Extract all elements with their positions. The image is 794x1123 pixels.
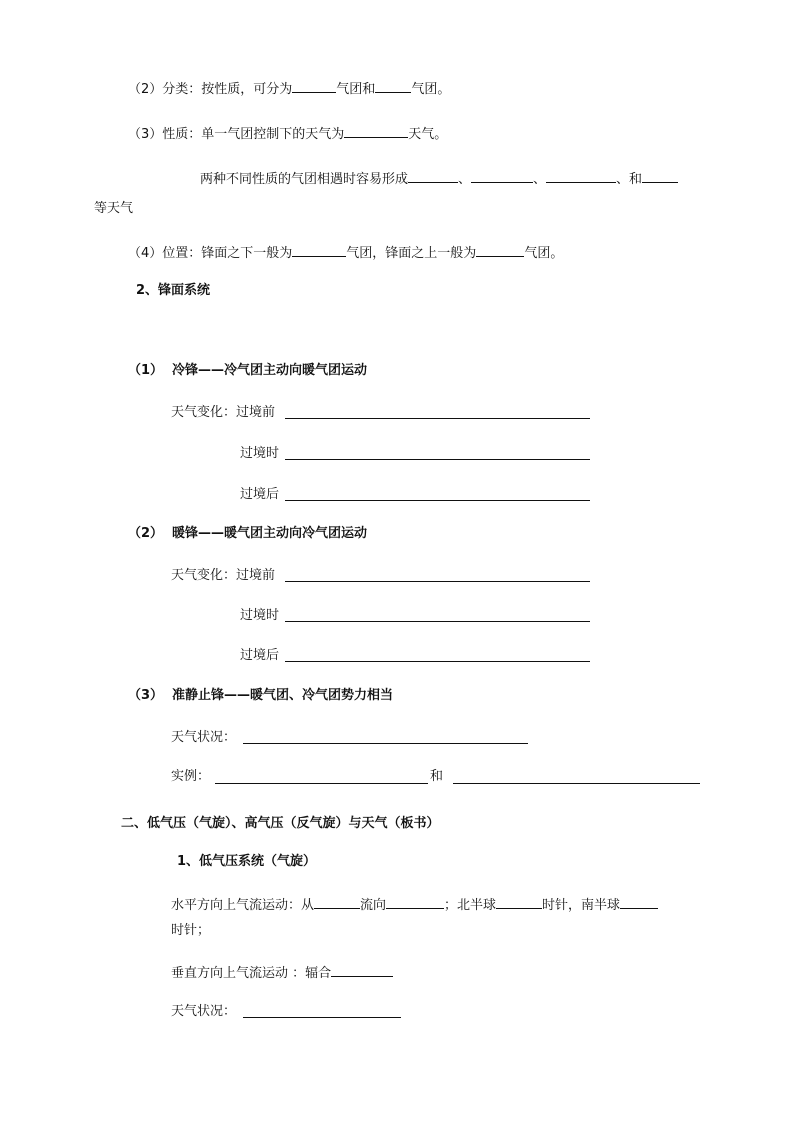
warm-front-title: 暖锋——暖气团主动向冷气团运动 (172, 526, 368, 541)
position-line (128, 243, 563, 263)
separator: 、和 (616, 172, 643, 187)
weather-change-label: 天气变化： (171, 568, 237, 583)
answer-line[interactable] (285, 499, 590, 501)
section-heading: 2、锋面系统 (136, 283, 211, 298)
stationary-front-heading (128, 687, 393, 705)
fill-blank[interactable] (496, 895, 542, 909)
answer-line[interactable] (285, 580, 590, 582)
classify-text-b: 气团和 (336, 82, 376, 97)
vertical-flow-line (171, 963, 393, 983)
nature-line (128, 124, 447, 144)
horizontal-text-c: ；北半球 (444, 898, 497, 913)
item-number: （4） (128, 246, 163, 261)
before-label: 过境前 (236, 405, 276, 420)
fill-blank[interactable] (331, 963, 393, 977)
fill-blank[interactable] (408, 169, 458, 183)
item-number: （2） (128, 526, 164, 541)
stationary-front-title: 准静止锋——暖气团、冷气团势力相当 (172, 688, 394, 703)
position-text-a: 位置：锋面之下一般为 (162, 246, 293, 261)
stationary-status-label: 天气状况： (171, 730, 237, 745)
fill-blank[interactable] (476, 243, 524, 257)
and-label: 和 (430, 769, 444, 784)
answer-line[interactable] (285, 660, 590, 662)
fill-blank[interactable] (375, 79, 411, 93)
answer-line[interactable] (285, 620, 590, 622)
horizontal-text-b: 流向 (360, 898, 387, 913)
fill-blank[interactable] (471, 169, 533, 183)
answer-line[interactable] (243, 1016, 401, 1018)
fill-blank[interactable] (292, 243, 346, 257)
fill-blank[interactable] (314, 895, 360, 909)
item-number: （3） (128, 688, 164, 703)
fill-blank[interactable] (292, 79, 336, 93)
item-number: （1） (128, 363, 164, 378)
warm-weather-label (171, 567, 275, 585)
after-label: 过境后 (240, 487, 280, 502)
item-number: （3） (128, 127, 163, 142)
meet-wrap: 等天气 (94, 201, 134, 216)
example-label: 实例： (171, 769, 211, 784)
classify-text-c: 气团。 (411, 82, 451, 97)
cold-front-heading (128, 362, 367, 380)
during-label: 过境时 (240, 608, 280, 623)
position-text-c: 气团。 (524, 246, 564, 261)
horizontal-flow-line (171, 895, 658, 915)
answer-line[interactable] (215, 782, 428, 784)
weather-change-label: 天气变化： (171, 405, 237, 420)
classify-text-a: 分类：按性质，可分为 (162, 82, 293, 97)
answer-line[interactable] (285, 417, 590, 419)
nature-text-a: 性质：单一气团控制下的天气为 (162, 127, 345, 142)
fill-blank[interactable] (386, 895, 444, 909)
answer-line[interactable] (243, 742, 528, 744)
section-heading: 二、低气压（气旋）、高气压（反气旋）与天气（板书） (121, 816, 440, 831)
answer-line[interactable] (285, 458, 590, 460)
meet-text: 两种不同性质的气团相遇时容易形成 (200, 172, 409, 187)
horizontal-text-d: 时针，南半球 (542, 898, 621, 913)
item-number: （2） (128, 82, 163, 97)
answer-line[interactable] (453, 782, 700, 784)
cold-front-title: 冷锋——冷气团主动向暖气团运动 (172, 363, 368, 378)
horizontal-text-a: 水平方向上气流运动：从 (171, 898, 315, 913)
fill-blank[interactable] (642, 169, 678, 183)
subsection-heading: 1、低气压系统（气旋） (177, 854, 317, 869)
fill-blank[interactable] (344, 124, 408, 138)
separator: 、 (533, 172, 547, 187)
low-pressure-status-label: 天气状况： (171, 1004, 237, 1019)
vertical-text: 垂直方向上气流运动 ：辐合 (171, 966, 332, 981)
warm-front-heading (128, 525, 367, 543)
after-label: 过境后 (240, 648, 280, 663)
fill-blank[interactable] (546, 169, 616, 183)
fill-blank[interactable] (620, 895, 658, 909)
position-text-b: 气团，锋面之上一般为 (346, 246, 477, 261)
cold-weather-label (171, 404, 275, 422)
nature-text-b: 天气。 (408, 127, 448, 142)
meet-line (200, 169, 678, 189)
classify-line (128, 79, 450, 99)
separator: 、 (458, 172, 472, 187)
horizontal-wrap: 时针； (171, 923, 211, 938)
before-label: 过境前 (236, 568, 276, 583)
during-label: 过境时 (240, 446, 280, 461)
